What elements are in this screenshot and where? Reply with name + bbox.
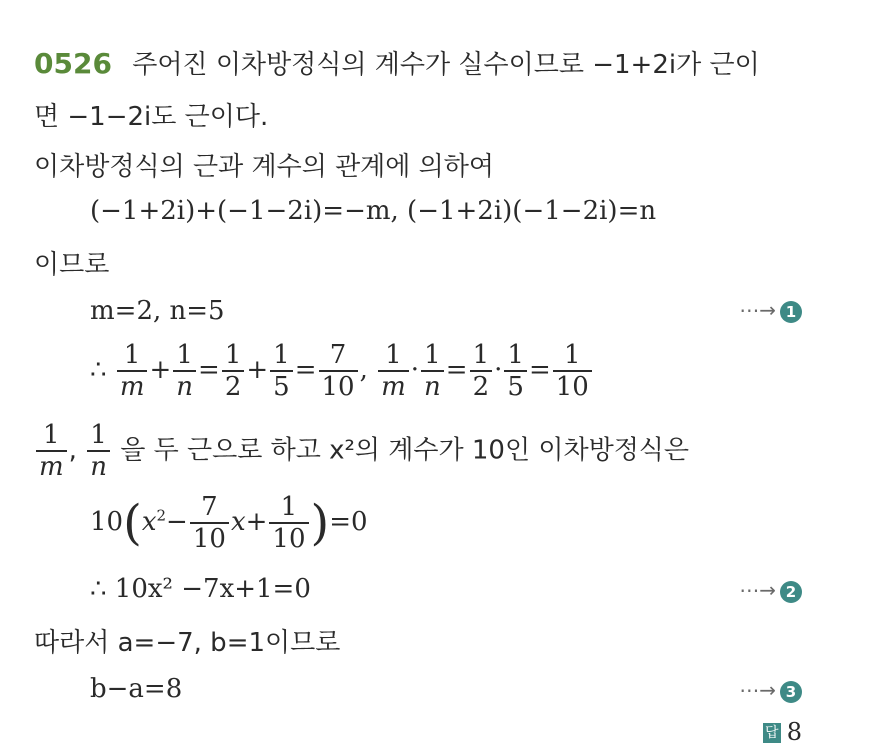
equation-answer: [90, 674, 182, 704]
fraction-1-over-m-b: $\frac{1}{m}$: [378, 340, 409, 402]
equation-mn: [90, 296, 225, 326]
fraction-1-over-10: $\frac{1}{10}$: [553, 340, 592, 402]
equation-answer-text: b−a=8: [90, 674, 183, 704]
fraction-1-over-2: $\frac{1}{2}$: [222, 340, 245, 402]
fraction-7-over-10: $\frac{7}{10}$: [319, 340, 358, 402]
fraction-1-over-10-b: $\frac{1}{10}$: [269, 492, 308, 554]
step-marker-3: ⋯→ 3: [739, 678, 802, 703]
fraction-1-over-m-c: $\frac{1}{m}$: [36, 420, 67, 482]
coefficient-10: 10: [90, 507, 124, 537]
fraction-7-over-10-b: $\frac{7}{10}$: [190, 492, 229, 554]
roots-line: $\frac{1}{m}$ , $\frac{1}{n}$ 을 두 근으로 하고 x²의 계수가 10인 이차방정식은: [34, 420, 689, 482]
answer-box: [763, 718, 802, 746]
problem-line-2: [34, 96, 268, 133]
equation-mn-text: m=2, n=5: [90, 296, 225, 326]
roots-line-text: 을 두 근으로 하고 x²의 계수가 10인 이차방정식은: [120, 435, 690, 466]
problem-text-5: 따라서 a=−7, b=1이므로: [34, 628, 341, 658]
fraction-1-over-n: $\frac{1}{n}$: [173, 340, 196, 402]
fraction-1-over-5: $\frac{1}{5}$: [270, 340, 293, 402]
fraction-1-over-5-b: $\frac{1}{5}$: [504, 340, 527, 402]
equation-quadratic-form: $10(x^2-$ $\frac{7}{10}$ x+ $\frac{1}{10}$ )=0: [90, 492, 368, 554]
equation-vieta: [90, 196, 656, 226]
problem-line-5: [34, 622, 340, 659]
equation-final: [90, 574, 311, 604]
problem-text-2: 면 −1−2i도 근이다.: [34, 102, 269, 132]
problem-text-4: 이므로: [34, 250, 110, 280]
fraction-1-over-2-b: $\frac{1}{2}$: [470, 340, 493, 402]
problem-line-1: [34, 44, 760, 81]
step-badge-1: 1: [780, 301, 802, 323]
step-marker-2: ⋯→ 2: [739, 578, 802, 603]
problem-text-3: 이차방정식의 근과 계수의 관계에 의하여: [34, 152, 495, 182]
problem-line-4: [34, 244, 109, 281]
problem-text-1: 주어진 이차방정식의 계수가 실수이므로 −1+2i가 근이: [132, 50, 760, 80]
equation-fractions: ∴ $\frac{1}{m}$ + $\frac{1}{n}$ = $\frac{1}{2}$ + $\frac{1}{5}$ = $\frac{7}{10}$ , $\frac{1}{m}$ · $\frac{1}{n}$ = $\frac{1}{2}$ · $\frac{1}{5}$ = $\frac{1}{10}$: [90, 340, 594, 402]
fraction-1-over-n-c: $\frac{1}{n}$: [87, 420, 110, 482]
therefore-symbol: ∴: [90, 355, 107, 385]
answer-icon: 답: [763, 723, 781, 743]
answer-value: 8: [786, 718, 802, 746]
problem-number: 0526: [34, 47, 112, 80]
step-marker-1: ⋯→ 1: [739, 298, 802, 323]
problem-line-3: [34, 146, 494, 183]
step-badge-3: 3: [780, 681, 802, 703]
step-badge-2: 2: [780, 581, 802, 603]
equation-final-text: ∴ 10x² −7x+1=0: [90, 574, 311, 604]
fraction-1-over-m: $\frac{1}{m}$: [117, 340, 148, 402]
fraction-1-over-n-b: $\frac{1}{n}$: [421, 340, 444, 402]
equation-vieta-text: (−1+2i)+(−1−2i)=−m, (−1+2i)(−1−2i)=n: [90, 196, 657, 226]
